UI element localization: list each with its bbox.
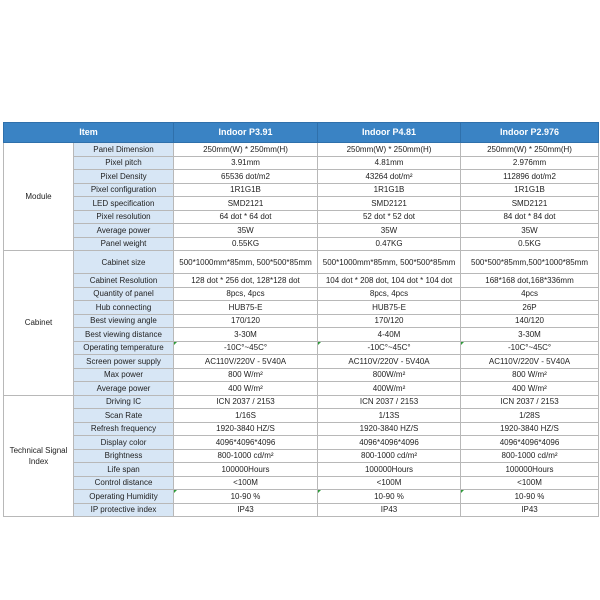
cell-value: 104 dot * 208 dot, 104 dot * 104 dot xyxy=(318,274,461,288)
row-label: Quantity of panel xyxy=(74,287,174,301)
cell-value: ICN 2037 / 2153 xyxy=(461,395,599,409)
cell-value: 35W xyxy=(318,224,461,238)
cell-value: 168*168 dot,168*336mm xyxy=(461,274,599,288)
cell-value: 140/120 xyxy=(461,314,599,328)
table-row xyxy=(4,503,599,517)
cell-value: SMD2121 xyxy=(461,197,599,211)
row-label: Operating Humidity xyxy=(74,490,174,504)
cell-value: 170/120 xyxy=(318,314,461,328)
row-label: Average power xyxy=(74,382,174,396)
header-item: Item xyxy=(4,123,174,143)
cell-value: ICN 2037 / 2153 xyxy=(174,395,318,409)
cell-value: 800 W/m² xyxy=(174,368,318,382)
row-label: Pixel Density xyxy=(74,170,174,184)
cell-value: 1R1G1B xyxy=(318,183,461,197)
table-row xyxy=(4,301,599,315)
cell-value: 100000Hours xyxy=(461,463,599,477)
cell-value: 128 dot * 256 dot, 128*128 dot xyxy=(174,274,318,288)
row-label: Screen power supply xyxy=(74,355,174,369)
table-row xyxy=(4,287,599,301)
cell-value: 800-1000 cd/m² xyxy=(461,449,599,463)
cell-value: 4.81mm xyxy=(318,156,461,170)
cell-value: 500*1000mm*85mm, 500*500*85mm xyxy=(174,251,318,274)
cell-value: 2.976mm xyxy=(461,156,599,170)
cell-value: 0.47KG xyxy=(318,237,461,251)
table-row xyxy=(4,274,599,288)
cell-value: -10C°~45C° xyxy=(174,341,318,355)
cell-value: 250mm(W) * 250mm(H) xyxy=(461,143,599,157)
cell-value: 1920-3840 HZ/S xyxy=(461,422,599,436)
cell-value: 4096*4096*4096 xyxy=(318,436,461,450)
cell-value: <100M xyxy=(318,476,461,490)
table-row xyxy=(4,170,599,184)
cell-value: 0.55KG xyxy=(174,237,318,251)
table-row xyxy=(4,449,599,463)
cell-value: 3-30M xyxy=(461,328,599,342)
cell-value: 1920-3840 HZ/S xyxy=(318,422,461,436)
group-label-cabinet: Cabinet xyxy=(4,251,74,396)
cell-value: 800-1000 cd/m² xyxy=(318,449,461,463)
cell-value: 10-90 % xyxy=(174,490,318,504)
cell-value: 4096*4096*4096 xyxy=(174,436,318,450)
row-label: Control distance xyxy=(74,476,174,490)
cell-value: 800-1000 cd/m² xyxy=(174,449,318,463)
cell-value: 4096*4096*4096 xyxy=(461,436,599,450)
cell-value: AC110V/220V - 5V40A xyxy=(174,355,318,369)
cell-value: 400 W/m² xyxy=(461,382,599,396)
table-row xyxy=(4,224,599,238)
row-label: Cabinet Resolution xyxy=(74,274,174,288)
cell-value: 250mm(W) * 250mm(H) xyxy=(174,143,318,157)
table-row xyxy=(4,314,599,328)
table-row xyxy=(4,183,599,197)
cell-value: 1920-3840 HZ/S xyxy=(174,422,318,436)
table-row xyxy=(4,368,599,382)
table-row xyxy=(4,156,599,170)
cell-value: 112896 dot/m2 xyxy=(461,170,599,184)
cell-value: 4pcs xyxy=(461,287,599,301)
row-label: Brightness xyxy=(74,449,174,463)
cell-value: -10C°~45C° xyxy=(461,341,599,355)
table-row xyxy=(4,251,599,274)
cell-value: SMD2121 xyxy=(318,197,461,211)
cell-value: 84 dot * 84 dot xyxy=(461,210,599,224)
cell-value: 250mm(W) * 250mm(H) xyxy=(318,143,461,157)
table-row xyxy=(4,490,599,504)
cell-value: -10C°~45C° xyxy=(318,341,461,355)
row-label: Display color xyxy=(74,436,174,450)
cell-value: 4-40M xyxy=(318,328,461,342)
cell-value: 35W xyxy=(461,224,599,238)
cell-value: 64 dot * 64 dot xyxy=(174,210,318,224)
header-col-p391: Indoor P3.91 xyxy=(174,123,318,143)
cell-value: 1R1G1B xyxy=(461,183,599,197)
row-label: Pixel configuration xyxy=(74,183,174,197)
row-label: LED specification xyxy=(74,197,174,211)
row-label: Pixel resolution xyxy=(74,210,174,224)
table-row xyxy=(4,409,599,423)
cell-value: 800 W/m² xyxy=(461,368,599,382)
cell-value: 500*1000mm*85mm, 500*500*85mm xyxy=(318,251,461,274)
row-label: Hub connecting xyxy=(74,301,174,315)
row-label: Average power xyxy=(74,224,174,238)
row-label: Cabinet size xyxy=(74,251,174,274)
table-row xyxy=(4,237,599,251)
cell-value: SMD2121 xyxy=(174,197,318,211)
row-label: Refresh frequency xyxy=(74,422,174,436)
cell-value: <100M xyxy=(174,476,318,490)
table-row xyxy=(4,382,599,396)
cell-value: 1/28S xyxy=(461,409,599,423)
group-label-module: Module xyxy=(4,143,74,251)
table-row xyxy=(4,210,599,224)
cell-value: 400W/m² xyxy=(318,382,461,396)
cell-value: 3.91mm xyxy=(174,156,318,170)
cell-value: ICN 2037 / 2153 xyxy=(318,395,461,409)
cell-value: <100M xyxy=(461,476,599,490)
cell-value: 500*500*85mm,500*1000*85mm xyxy=(461,251,599,274)
row-label: Best viewing angle xyxy=(74,314,174,328)
row-label: Best viewing distance xyxy=(74,328,174,342)
row-label: Driving IC xyxy=(74,395,174,409)
cell-value: 8pcs, 4pcs xyxy=(318,287,461,301)
table-row xyxy=(4,143,599,157)
cell-value: 100000Hours xyxy=(318,463,461,477)
row-label: Operating temperature xyxy=(74,341,174,355)
row-label: IP protective index xyxy=(74,503,174,517)
table-row xyxy=(4,476,599,490)
row-label: Panel Dimension xyxy=(74,143,174,157)
table-row xyxy=(4,355,599,369)
cell-value: AC110V/220V - 5V40A xyxy=(318,355,461,369)
spec-body xyxy=(4,143,599,517)
cell-value: 400 W/m² xyxy=(174,382,318,396)
cell-value: 3-30M xyxy=(174,328,318,342)
cell-value: HUB75-E xyxy=(318,301,461,315)
cell-value: 1R1G1B xyxy=(174,183,318,197)
row-label: Panel weight xyxy=(74,237,174,251)
cell-value: 800W/m² xyxy=(318,368,461,382)
table-row xyxy=(4,463,599,477)
cell-value: IP43 xyxy=(461,503,599,517)
cell-value: AC110V/220V - 5V40A xyxy=(461,355,599,369)
cell-value: 1/13S xyxy=(318,409,461,423)
header-col-p481: Indoor P4.81 xyxy=(318,123,461,143)
cell-value: 43264 dot/m² xyxy=(318,170,461,184)
row-label: Life span xyxy=(74,463,174,477)
header-row xyxy=(4,123,599,143)
table-row xyxy=(4,328,599,342)
row-label: Max power xyxy=(74,368,174,382)
cell-value: IP43 xyxy=(174,503,318,517)
cell-value: 170/120 xyxy=(174,314,318,328)
header-col-p2976: Indoor P2.976 xyxy=(461,123,599,143)
cell-value: IP43 xyxy=(318,503,461,517)
cell-value: 35W xyxy=(174,224,318,238)
table-row xyxy=(4,341,599,355)
table-row xyxy=(4,197,599,211)
cell-value: 26P xyxy=(461,301,599,315)
cell-value: 1/16S xyxy=(174,409,318,423)
group-label-technical: Technical Signal Index xyxy=(4,395,74,517)
spec-table xyxy=(3,122,599,517)
table-row xyxy=(4,422,599,436)
row-label: Pixel pitch xyxy=(74,156,174,170)
cell-value: 8pcs, 4pcs xyxy=(174,287,318,301)
cell-value: 65536 dot/m2 xyxy=(174,170,318,184)
table-row xyxy=(4,436,599,450)
cell-value: 52 dot * 52 dot xyxy=(318,210,461,224)
row-label: Scan Rate xyxy=(74,409,174,423)
cell-value: 10-90 % xyxy=(461,490,599,504)
table-row xyxy=(4,395,599,409)
cell-value: 10-90 % xyxy=(318,490,461,504)
cell-value: 100000Hours xyxy=(174,463,318,477)
cell-value: 0.5KG xyxy=(461,237,599,251)
cell-value: HUB75-E xyxy=(174,301,318,315)
